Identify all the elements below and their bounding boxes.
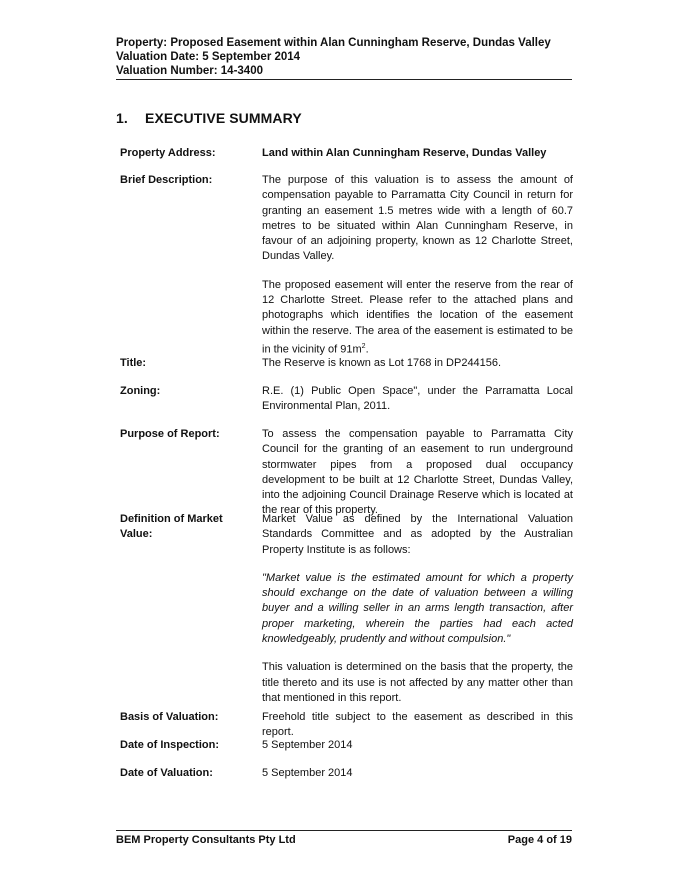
basis-of-valuation-value: Freehold title subject to the easement as described in this report.: [262, 711, 573, 739]
date-of-valuation-value: 5 September 2014: [262, 767, 353, 779]
brief-description-value: [262, 173, 573, 358]
section-heading: [116, 110, 302, 126]
header-property-line: Property: Proposed Easement within Alan Cunningham Reserve, Dundas Valley: [116, 37, 551, 49]
date-of-inspection-label: Date of Inspection:: [120, 739, 220, 751]
zoning-label: Zoning:: [120, 385, 161, 397]
section-number: 1.: [116, 110, 128, 126]
zoning-value: R.E. (1) Public Open Space", under the Parramatta Local Environmental Plan, 2011.: [262, 385, 573, 413]
header-valuation-number-line: Valuation Number: 14-3400: [116, 65, 263, 77]
footer-company: BEM Property Consultants Pty Ltd: [116, 834, 296, 846]
title-value: The Reserve is known as Lot 1768 in DP244156.: [262, 357, 502, 369]
definition-label-line-1: Definition of Market: [120, 513, 223, 525]
header-divider: [116, 79, 572, 80]
definition-label-line-2: Value:: [120, 528, 153, 541]
title-label: Title:: [120, 357, 147, 369]
definition-paragraph-1: Market Value as defined by the International Valuation Standards Committee and as adopted by the Australian Property Institute is as follows:: [262, 513, 573, 556]
area-superscript: 2: [361, 342, 366, 350]
date-of-valuation-label: Date of Valuation:: [120, 767, 213, 779]
definition-of-market-value-label: [120, 512, 250, 543]
property-address-label: Property Address:: [120, 147, 216, 159]
section-title: EXECUTIVE SUMMARY: [145, 110, 302, 126]
footer-divider: [116, 830, 572, 831]
page-header: [116, 36, 572, 78]
brief-description-paragraph-1: The purpose of this valuation is to assess the amount of compensation payable to Parramatta City Council in return for granting an easement 1.5 metres wide with a length of 60.7 metres to be situated within Alan Cunningham Reserve, in favour of an adjoining property, known as 12 Charlotte Street, Dundas Valley.: [262, 174, 573, 263]
footer-page-number: Page 4 of 19: [507, 834, 572, 846]
purpose-of-report-value: To assess the compensation payable to Parramatta City Council for the granting of an easement to run underground stormwater pipes from a proposed dual occupancy development to be built at 12 Charlotte Street, Dundas Valley, into the adjoining Council Drainage Reserve which is located at the rear of this property.: [262, 428, 573, 517]
brief-description-paragraph-2-end: .: [365, 343, 369, 356]
market-value-quote: "Market value is the estimated amount for which a property should exchange on the date of valuation between a willing buyer and a willing seller in an arms length transaction, after proper marketing, wherein the parties had each acted knowledgeably, prudently and without compulsion.": [262, 571, 573, 646]
brief-description-paragraph-2: [262, 278, 573, 358]
purpose-of-report-label: Purpose of Report:: [120, 428, 220, 440]
brief-description-paragraph-2-text: The proposed easement will enter the reserve from the rear of 12 Charlotte Street. Please refer to the attached plans and photographs which identifies the location of the easement within the reserve. The area of the easement is estimated to be in the vicinity of 91m: [262, 278, 573, 356]
basis-of-valuation-label: Basis of Valuation:: [120, 711, 219, 723]
property-address-value: Land within Alan Cunningham Reserve, Dundas Valley: [262, 147, 547, 159]
date-of-inspection-value: 5 September 2014: [262, 739, 353, 751]
definition-paragraph-3: This valuation is determined on the basis that the property, the title thereto and its use is not affected by any matter other than that mentioned in this report.: [262, 661, 573, 704]
definition-of-market-value-value: [262, 512, 573, 706]
brief-description-label: Brief Description:: [120, 174, 213, 186]
header-valuation-date-line: Valuation Date: 5 September 2014: [116, 51, 301, 63]
